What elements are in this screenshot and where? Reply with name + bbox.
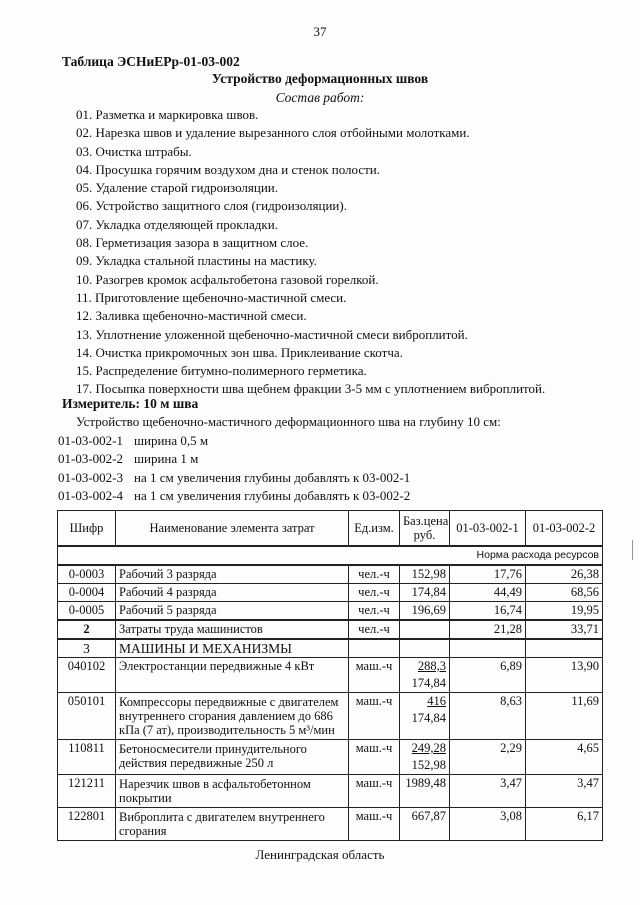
work-item: 01. Разметка и маркировка швов. [76, 107, 259, 122]
price-top: 416 [427, 694, 446, 708]
cell-code: 122801 [58, 808, 116, 841]
variant-row [58, 469, 410, 487]
cell-code: 110811 [58, 740, 116, 775]
cell-price: 1989,48 [400, 775, 450, 808]
table-row [58, 602, 603, 621]
page-number: 37 [313, 24, 327, 39]
cell-price: 174,84 [400, 584, 450, 602]
work-item: 10. Разогрев кромок асфальтобетона газовой горелкой. [76, 271, 379, 287]
cell-code: 040102 [58, 658, 116, 693]
variant-code: 01-03-002-2 [58, 451, 123, 467]
cell-norm-1: 44,49 [450, 584, 526, 602]
cell-code: 0-0003 [58, 565, 116, 584]
cell-norm-1: 2,29 [450, 740, 526, 775]
variant-row [58, 450, 410, 468]
price-bottom: 152,98 [411, 758, 446, 772]
work-item: 02. Нарезка швов и удаление вырезанного слоя отбойными молотками. [76, 125, 470, 141]
variant-row [58, 432, 410, 450]
cell-unit: чел.-ч [349, 602, 400, 621]
work-item: 08. Герметизация зазора в защитном слое. [76, 235, 309, 251]
work-item: 05. Удаление старой гидроизоляции. [76, 180, 278, 196]
norm-caption: Норма расхода ресурсов [58, 546, 603, 565]
table-header-row [58, 511, 603, 547]
header-code: Шифр [58, 511, 116, 547]
cell-norm-2: 11,69 [526, 693, 603, 740]
cell-unit: маш.-ч [349, 740, 400, 775]
cell-norm-2: 4,65 [526, 740, 603, 775]
cell-name: Рабочий 5 разряда [116, 602, 349, 621]
cell-norm-1: 21,28 [450, 620, 526, 639]
meter-label: Измеритель: 10 м шва [62, 396, 199, 411]
cell-price: 667,87 [400, 808, 450, 841]
variant-code: 01-03-002-3 [58, 469, 123, 485]
section-title: Устройство деформационных швов [211, 71, 429, 86]
cell-unit: чел.-ч [349, 620, 400, 639]
table-row [58, 658, 603, 693]
cell-norm-1: 17,76 [450, 565, 526, 584]
cell-price: 152,98 [400, 565, 450, 584]
cell-name: Затраты труда машинистов [116, 620, 349, 639]
work-item: 06. Устройство защитного слоя (гидроизоляции). [76, 198, 347, 214]
region-footer: Ленинградская область [255, 847, 385, 862]
work-item: 04. Просушка горячим воздухом дна и стенок полости. [76, 161, 381, 177]
table-row [58, 775, 603, 808]
cell-code: 050101 [58, 693, 116, 740]
table-row [58, 565, 603, 584]
cell-norm-2: 33,71 [526, 620, 603, 639]
work-item: 13. Уплотнение уложенной щебеночно-мастичной смеси виброплитой. [76, 326, 468, 342]
scan-edge-mark [632, 540, 633, 560]
cell-name: Рабочий 3 разряда [116, 565, 349, 584]
cell-price [400, 740, 450, 775]
work-item: 03. Очистка штрабы. [76, 143, 192, 159]
cell-unit: маш.-ч [349, 775, 400, 808]
resource-table [57, 510, 603, 841]
cell-unit: чел.-ч [349, 584, 400, 602]
cell-norm-2: 3,47 [526, 775, 603, 808]
cell-code: 2 [58, 620, 116, 639]
variant-text: на 1 см увеличения глубины добавлять к 03-002-1 [134, 469, 411, 485]
price-bottom: 174,84 [411, 711, 446, 725]
cell-name: Рабочий 4 разряда [116, 584, 349, 602]
price-bottom: 174,84 [411, 676, 446, 690]
cell-norm-2: 19,95 [526, 602, 603, 621]
cell-name: Компрессоры передвижные с двигателем внутреннего сгорания давлением до 686 кПа (7 ат), производительность 5 м³/мин [116, 693, 349, 740]
norm-caption-row [58, 546, 603, 565]
header-unit: Ед.изм. [349, 511, 400, 547]
work-item: 15. Распределение битумно-полимерного герметика. [76, 363, 367, 379]
header-name: Наименование элемента затрат [116, 511, 349, 547]
work-item: 14. Очистка прикромочных зон шва. Приклеивание скотча. [76, 344, 403, 360]
section-number: 3 [58, 639, 116, 658]
cell-name: Бетоносмесители принудительного действия передвижные 250 л [116, 740, 349, 775]
cell-name: Виброплита с двигателем внутреннего сгорания [116, 808, 349, 841]
work-composition-list [76, 106, 545, 399]
cell-name: Электростанции передвижные 4 кВт [116, 658, 349, 693]
table-row [58, 620, 603, 639]
variant-text: на 1 см увеличения глубины добавлять к 03-002-2 [134, 487, 411, 503]
cell-unit: маш.-ч [349, 808, 400, 841]
cell-code: 121211 [58, 775, 116, 808]
work-item: 12. Заливка щебеночно-мастичной смеси. [76, 308, 307, 324]
composition-heading: Состав работ: [275, 90, 365, 105]
price-top: 288,3 [417, 659, 446, 673]
table-row [58, 584, 603, 602]
cell-price: 196,69 [400, 602, 450, 621]
cell-unit: чел.-ч [349, 565, 400, 584]
cell-norm-1: 8,63 [450, 693, 526, 740]
variant-row [58, 487, 410, 505]
cell-price [400, 693, 450, 740]
variant-code: 01-03-002-1 [58, 433, 123, 448]
cell-norm-2: 6,17 [526, 808, 603, 841]
cell-unit: маш.-ч [349, 693, 400, 740]
cell-name: Нарезчик швов в асфальтобетонном покрытии [116, 775, 349, 808]
cell-norm-2: 13,90 [526, 658, 603, 693]
work-item: 09. Укладка стальной пластины на мастику. [76, 253, 317, 269]
cell-norm-1: 16,74 [450, 602, 526, 621]
cell-norm-1: 3,08 [450, 808, 526, 841]
product-description: Устройство щебеночно-мастичного деформационного шва на глубину 10 см: [76, 414, 501, 429]
header-norm-2: 01-03-002-2 [526, 511, 603, 547]
cell-norm-1: 6,89 [450, 658, 526, 693]
cell-norm-1: 3,47 [450, 775, 526, 808]
table-row [58, 740, 603, 775]
cell-price [400, 620, 450, 639]
header-norm-1: 01-03-002-1 [450, 511, 526, 547]
cell-norm-2: 68,56 [526, 584, 603, 602]
cell-price [400, 658, 450, 693]
work-item: 11. Приготовление щебеночно-мастичной смеси. [76, 289, 347, 305]
section-name: МАШИНЫ И МЕХАНИЗМЫ [116, 639, 349, 658]
work-item: 07. Укладка отделяющей прокладки. [76, 216, 278, 232]
section-row [58, 639, 603, 658]
variant-text: ширина 1 м [134, 451, 199, 467]
variant-code: 01-03-002-4 [58, 487, 123, 503]
cell-unit: маш.-ч [349, 658, 400, 693]
table-row [58, 693, 603, 740]
work-item: 17. Посыпка поверхности шва щебнем фракции 3-5 мм с уплотнением виброплитой. [76, 381, 546, 397]
variant-text: ширина 0,5 м [134, 433, 209, 448]
table-row [58, 808, 603, 841]
header-price: Баз.цена руб. [400, 511, 450, 547]
cell-code: 0-0005 [58, 602, 116, 621]
price-top: 249,28 [411, 741, 446, 755]
cell-code: 0-0004 [58, 584, 116, 602]
variant-list [58, 432, 410, 505]
table-title: Таблица ЭСНиЕРр-01-03-002 [62, 54, 240, 69]
cell-norm-2: 26,38 [526, 565, 603, 584]
